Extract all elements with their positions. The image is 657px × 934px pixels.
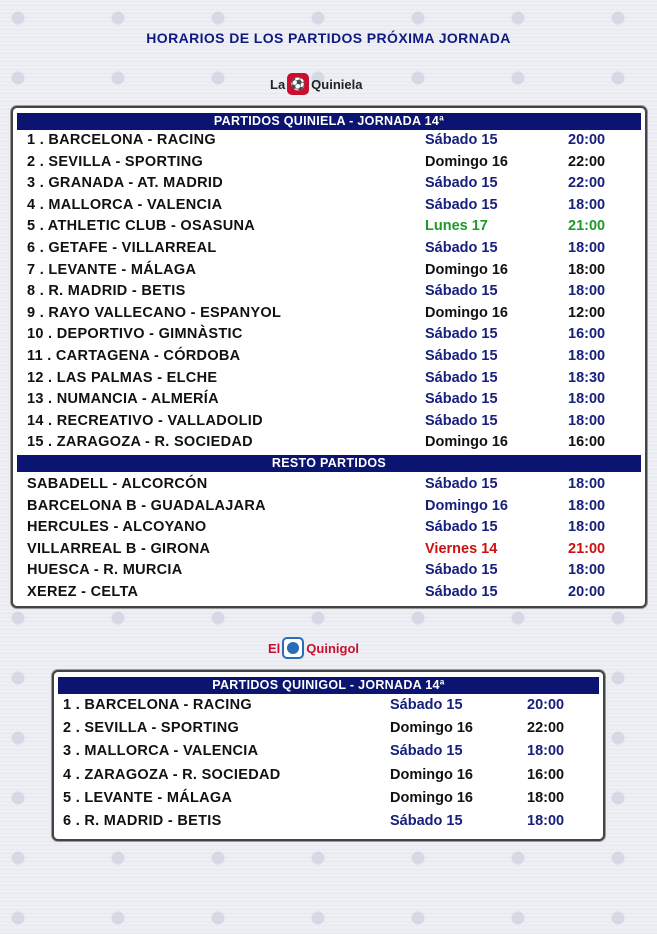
match-day: Sábado 15	[425, 196, 498, 213]
match-time: 18:00	[568, 283, 606, 300]
match-day: Sábado 15	[390, 697, 463, 713]
match-row	[54, 764, 603, 787]
quiniela-panel	[11, 106, 647, 608]
match-match: 5 . LEVANTE - MÁLAGA	[63, 789, 233, 806]
match-row	[13, 303, 645, 325]
match-time: 18:00	[527, 812, 565, 829]
match-match: HERCULES - ALCOYANO	[27, 519, 207, 536]
match-time: 20:00	[568, 132, 606, 148]
match-day: Domingo 16	[425, 497, 508, 514]
resto-header: RESTO PARTIDOS	[17, 455, 641, 472]
match-time: 21:00	[568, 540, 606, 557]
match-row	[54, 717, 603, 740]
match-time: 12:00	[568, 304, 606, 321]
match-row	[13, 389, 645, 411]
match-time: 18:00	[568, 196, 606, 213]
match-time: 16:00	[568, 326, 606, 343]
match-time: 18:00	[568, 261, 606, 278]
quiniela-rows	[13, 130, 645, 454]
match-day: Sábado 15	[425, 583, 498, 600]
match-time: 18:00	[568, 497, 606, 514]
match-time: 16:00	[527, 766, 565, 783]
match-day: Viernes 14	[425, 540, 498, 557]
match-day: Domingo 16	[425, 304, 508, 321]
match-time: 18:00	[568, 391, 606, 408]
match-row	[13, 582, 645, 604]
match-match: 7 . LEVANTE - MÁLAGA	[27, 261, 197, 278]
match-time: 18:00	[568, 519, 606, 536]
match-row	[13, 346, 645, 368]
match-match: 4 . MALLORCA - VALENCIA	[27, 196, 223, 213]
match-time: 20:00	[527, 697, 565, 713]
match-row	[13, 474, 645, 496]
match-time: 16:00	[568, 434, 606, 451]
match-match: 11 . CARTAGENA - CÓRDOBA	[27, 347, 241, 364]
quinigol-rows	[54, 694, 603, 833]
match-row	[13, 517, 645, 539]
match-row	[13, 324, 645, 346]
match-match: 1 . BARCELONA - RACING	[27, 132, 216, 148]
quinigol-logo-prefix: El	[268, 640, 281, 656]
match-time: 21:00	[568, 218, 606, 235]
match-row	[54, 787, 603, 810]
match-match: 15 . ZARAGOZA - R. SOCIEDAD	[27, 434, 253, 451]
match-match: HUESCA - R. MURCIA	[27, 562, 183, 579]
page-title: HORARIOS DE LOS PARTIDOS PRÓXIMA JORNADA	[146, 30, 511, 46]
match-day: Sábado 15	[425, 326, 498, 343]
match-match: BARCELONA B - GUADALAJARA	[27, 497, 266, 514]
match-row	[13, 281, 645, 303]
quiniela-icon: ⚽	[287, 73, 309, 95]
match-day: Sábado 15	[425, 475, 498, 492]
match-row	[13, 368, 645, 390]
match-row	[13, 216, 645, 238]
match-time: 22:00	[568, 175, 606, 192]
match-day: Domingo 16	[425, 261, 508, 278]
match-time: 18:00	[568, 562, 606, 579]
match-match: 6 . R. MADRID - BETIS	[63, 812, 222, 829]
match-time: 18:00	[568, 239, 606, 256]
match-day: Sábado 15	[425, 175, 498, 192]
match-match: 5 . ATHLETIC CLUB - OSASUNA	[27, 218, 256, 235]
match-row	[13, 173, 645, 195]
quinigol-logo-name: Quinigol	[306, 640, 360, 656]
match-match: 6 . GETAFE - VILLARREAL	[27, 239, 217, 256]
match-row	[13, 539, 645, 561]
match-time: 22:00	[568, 153, 606, 170]
match-day: Sábado 15	[425, 562, 498, 579]
match-match: VILLARREAL B - GIRONA	[27, 540, 211, 557]
match-match: 2 . SEVILLA - SPORTING	[63, 720, 240, 737]
match-day: Sábado 15	[425, 412, 498, 429]
match-match: 14 . RECREATIVO - VALLADOLID	[27, 412, 263, 429]
match-row	[54, 694, 603, 717]
match-row	[13, 496, 645, 518]
match-day: Domingo 16	[425, 153, 508, 170]
match-day: Sábado 15	[425, 391, 498, 408]
match-day: Sábado 15	[425, 369, 498, 386]
quinigol-logo	[268, 637, 359, 659]
match-row	[13, 560, 645, 582]
match-match: 8 . R. MADRID - BETIS	[27, 283, 186, 300]
match-match: 12 . LAS PALMAS - ELCHE	[27, 369, 218, 386]
match-day: Sábado 15	[390, 812, 463, 829]
match-day: Domingo 16	[425, 434, 508, 451]
quinigol-icon	[282, 637, 304, 659]
match-row	[13, 260, 645, 282]
match-time: 18:00	[527, 743, 565, 760]
match-match: SABADELL - ALCORCÓN	[27, 475, 208, 492]
match-day: Sábado 15	[425, 347, 498, 364]
match-day: Lunes 17	[425, 218, 488, 235]
match-time: 18:00	[527, 789, 565, 806]
match-match: 3 . MALLORCA - VALENCIA	[63, 743, 259, 760]
match-day: Domingo 16	[390, 766, 473, 783]
match-time: 18:30	[568, 369, 606, 386]
match-day: Sábado 15	[425, 519, 498, 536]
quiniela-logo	[270, 73, 362, 95]
quiniela-logo-prefix: La	[270, 76, 286, 92]
match-row	[13, 152, 645, 174]
quinigol-panel	[52, 670, 605, 841]
match-day: Sábado 15	[390, 743, 463, 760]
match-day: Sábado 15	[425, 239, 498, 256]
match-match: 10 . DEPORTIVO - GIMNÀSTIC	[27, 326, 243, 343]
match-match: 9 . RAYO VALLECANO - ESPANYOL	[27, 304, 282, 321]
match-match: 13 . NUMANCIA - ALMERÍA	[27, 391, 219, 408]
match-match: XEREZ - CELTA	[27, 583, 139, 600]
match-day: Sábado 15	[425, 283, 498, 300]
match-row	[13, 432, 645, 454]
match-day: Sábado 15	[425, 132, 498, 148]
quiniela-logo-name: Quiniela	[311, 76, 363, 92]
match-row	[13, 130, 645, 152]
match-time: 18:00	[568, 475, 606, 492]
match-time: 18:00	[568, 412, 606, 429]
match-row	[13, 195, 645, 217]
match-match: 1 . BARCELONA - RACING	[63, 697, 252, 713]
match-time: 18:00	[568, 347, 606, 364]
quiniela-header: PARTIDOS QUINIELA - JORNADA 14ª	[17, 113, 641, 130]
match-row	[54, 740, 603, 763]
match-match: 4 . ZARAGOZA - R. SOCIEDAD	[63, 766, 281, 783]
match-match: 2 . SEVILLA - SPORTING	[27, 153, 204, 170]
quinigol-header: PARTIDOS QUINIGOL - JORNADA 14ª	[58, 677, 599, 694]
match-match: 3 . GRANADA - AT. MADRID	[27, 175, 223, 192]
match-row	[54, 810, 603, 833]
resto-rows	[13, 474, 645, 604]
match-day: Domingo 16	[390, 720, 473, 737]
match-time: 20:00	[568, 583, 606, 600]
match-row	[13, 238, 645, 260]
match-row	[13, 411, 645, 433]
match-time: 22:00	[527, 720, 565, 737]
match-day: Domingo 16	[390, 789, 473, 806]
